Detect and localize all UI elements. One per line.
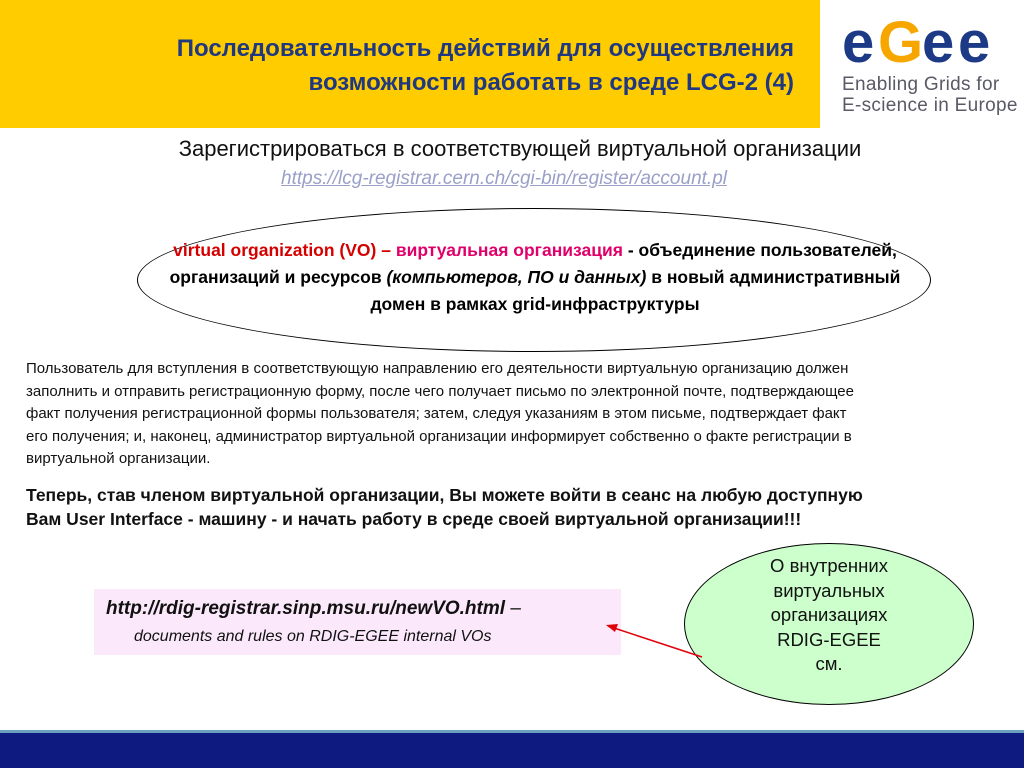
callout-line: организациях bbox=[770, 604, 888, 625]
logo-letter-e1: e bbox=[842, 10, 875, 75]
definition-text1: объединение пользователей, организаций и ресурсов bbox=[169, 240, 897, 287]
definition-dash: - bbox=[622, 240, 639, 260]
slide-title-line2: возможности работать в среде LCG-2 (4) bbox=[308, 69, 794, 96]
conclusion-line: Теперь, став членом виртуальной организации, Вы можете войти в сеанс на любую доступную bbox=[26, 485, 863, 505]
logo-tagline-line2: E-science in Europe bbox=[842, 95, 1018, 116]
slide-title-line1: Последовательность действий для осуществления bbox=[176, 35, 794, 62]
paragraph-line: факт получения регистрационной формы пользователя; затем, следуя указаниям в этом письме, подтверждает факт bbox=[26, 405, 847, 422]
definition-term-ru: виртуальная организация bbox=[395, 240, 623, 260]
paragraph-line: виртуальной организации. bbox=[26, 450, 211, 467]
rdig-link[interactable]: http://rdig-registrar.sinp.msu.ru/newVO.html bbox=[106, 598, 506, 619]
callout-line: см. bbox=[815, 653, 843, 674]
register-heading: Зарегистрироваться в соответствующей виртуальной организации bbox=[178, 136, 862, 161]
callout-line: RDIG-EGEE bbox=[777, 628, 881, 650]
rdig-link-description: documents and rules on RDIG-EGEE internal VOs bbox=[134, 628, 492, 645]
logo-letter-e2: e bbox=[922, 10, 955, 75]
rdig-link-dash: – bbox=[505, 598, 521, 619]
paragraph-line: Пользователь для вступления в соответствующую направлению его деятельности виртуальную организацию должен bbox=[26, 360, 849, 377]
definition-text2: в новый административный домен в рамках grid-инфраструктуры bbox=[370, 267, 901, 314]
paragraph-line: его получения; и, наконец, администратор виртуальной организации информирует собственно о факте регистрации в bbox=[26, 427, 852, 445]
register-link[interactable]: https://lcg-registrar.cern.ch/cgi-bin/register/account.pl bbox=[281, 168, 727, 189]
definition-term: virtual organization (VO) – bbox=[173, 240, 396, 260]
definition-italic: (компьютеров, ПО и данных) bbox=[386, 267, 647, 287]
callout-line: виртуальных bbox=[773, 579, 885, 601]
footer-band bbox=[0, 730, 1024, 768]
paragraph-line: заполнить и отправить регистрационную форму, после чего получает письмо по электронной почте, подтверждающее bbox=[26, 382, 854, 400]
logo-letter-g: G bbox=[878, 10, 924, 75]
logo-tagline-line1: Enabling Grids for bbox=[842, 74, 1000, 95]
callout-line: О внутренних bbox=[770, 555, 888, 576]
logo-letter-e3: e bbox=[958, 10, 991, 75]
conclusion-line: Вам User Interface - машину - и начать работу в среде своей виртуальной организации!!! bbox=[26, 509, 802, 529]
